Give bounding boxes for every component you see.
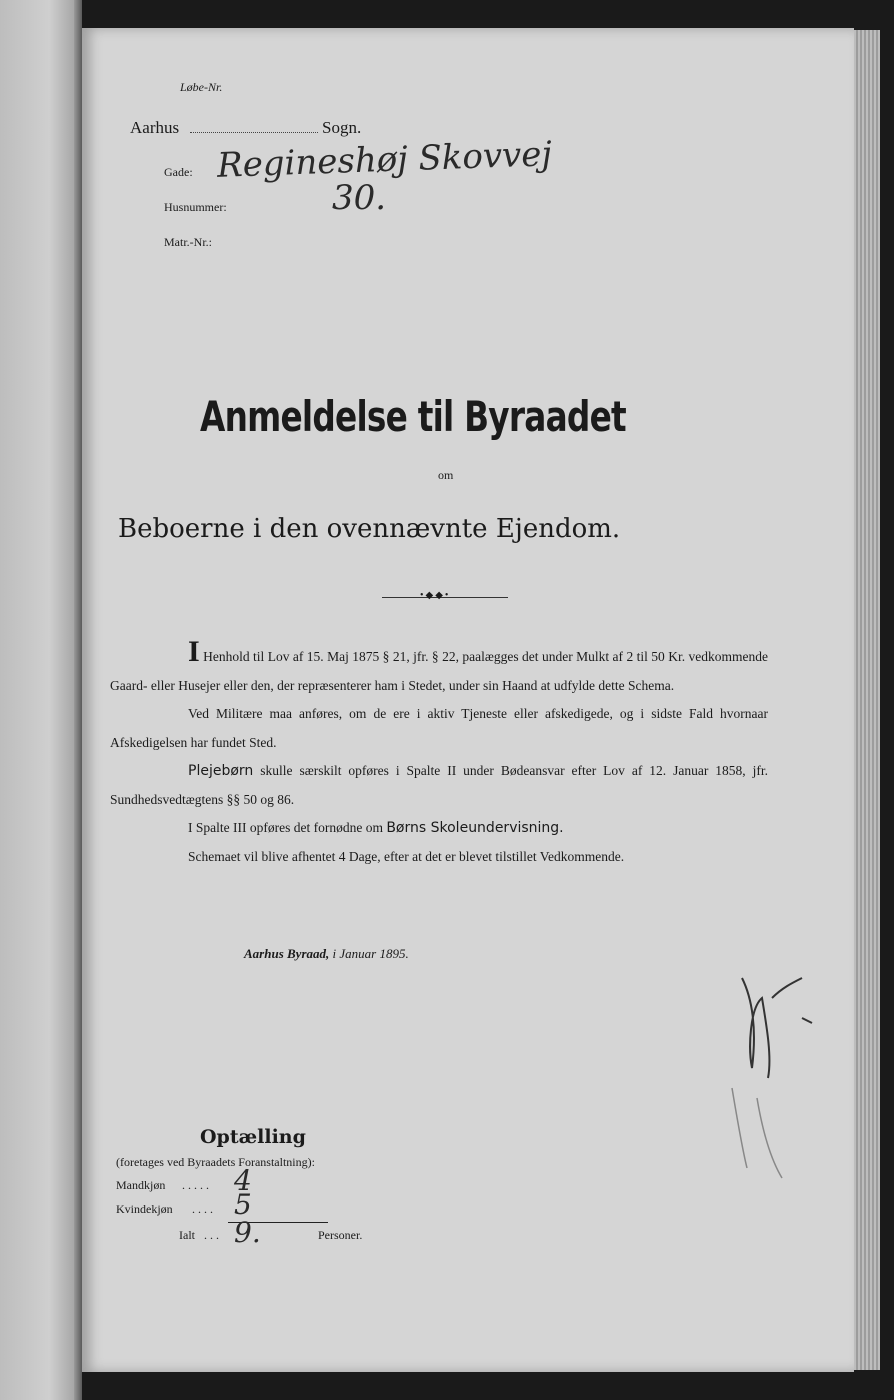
- men-dots: . . . . .: [182, 1178, 209, 1192]
- paragraph-5: Schemaet vil blive afhentet 4 Dage, efter at det er blevet tilstillet Vedkommende.: [188, 848, 625, 864]
- document-title: Anmeldelse til Byraadet: [200, 392, 626, 441]
- plejeborn-emphasis: Plejebørn: [188, 763, 254, 779]
- paragraph-3: [110, 757, 768, 814]
- men-label: Mandkjøn: [116, 1178, 166, 1192]
- document-subtitle: Beboerne i den ovennævnte Ejendom.: [118, 514, 621, 544]
- om-label: om: [438, 468, 454, 482]
- ornament-dots: •◆◆•: [420, 590, 451, 601]
- parish-label: Sogn.: [322, 118, 362, 137]
- men-value-handwritten: 4: [234, 1164, 252, 1197]
- left-page-edge: [0, 0, 82, 1400]
- handwritten-signature: [712, 968, 832, 1188]
- parish-dotted-line: [190, 132, 318, 133]
- paragraph-3-text: skulle særskilt opføres i Spalte II under Bødeansvar efter Lov af 12. Januar 1858, jfr. Sundhedsvedtægtens §§ 50 og 86.: [110, 763, 769, 807]
- house-value-handwritten: 30.: [332, 178, 387, 218]
- women-label: Kvindekjøn: [116, 1202, 173, 1216]
- street-label: Gade:: [164, 165, 193, 179]
- stacked-page-edges: [850, 30, 880, 1370]
- persons-label: Personer.: [318, 1228, 363, 1242]
- house-label: Husnummer:: [164, 200, 227, 214]
- count-heading: Optælling: [200, 1126, 306, 1148]
- signature-line: [244, 946, 409, 962]
- total-label: Ialt: [179, 1228, 195, 1242]
- school-emphasis: Børns Skoleundervisning.: [386, 820, 564, 836]
- women-value-handwritten: 5: [234, 1188, 252, 1221]
- paragraph-1-text: Henhold til Lov af 15. Maj 1875 § 21, jfr. § 22, paalægges det under Mulkt af 2 til 50 Kr. vedkommende Gaard- eller Husejer eller den, der repræsenterer ham i Stedet, under sin Haand at udfylde dette Schema.: [110, 649, 768, 693]
- book-gutter: [74, 0, 82, 1400]
- street-value-handwritten: Regineshøj Skovvej: [216, 134, 553, 186]
- paragraph-2: Ved Militære maa anføres, om de ere i aktiv Tjeneste eller afskedigede, og i sidste Fald hvornaar Afskedigelsen har fundet Sted.: [110, 706, 768, 750]
- total-dots: . . .: [204, 1228, 219, 1242]
- lobe-nr-label: Løbe-Nr.: [180, 80, 223, 94]
- matr-label: Matr.-Nr.:: [164, 235, 212, 249]
- document-page: [82, 28, 854, 1372]
- paragraph-4: [110, 814, 768, 843]
- total-value-handwritten: 9.: [234, 1216, 261, 1249]
- women-dots: . . . .: [192, 1202, 213, 1216]
- drop-cap: I: [188, 635, 200, 668]
- count-note: (foretages ved Byraadets Foranstaltning):: [116, 1155, 315, 1169]
- city-label: Aarhus: [130, 118, 180, 137]
- instructions-body: [110, 635, 769, 871]
- signature-org: Aarhus Byraad,: [244, 946, 330, 961]
- paragraph-1: [110, 635, 768, 700]
- signature-date: i Januar 1895.: [332, 946, 409, 961]
- paragraph-4-text: I Spalte III opføres det fornødne om: [188, 820, 383, 835]
